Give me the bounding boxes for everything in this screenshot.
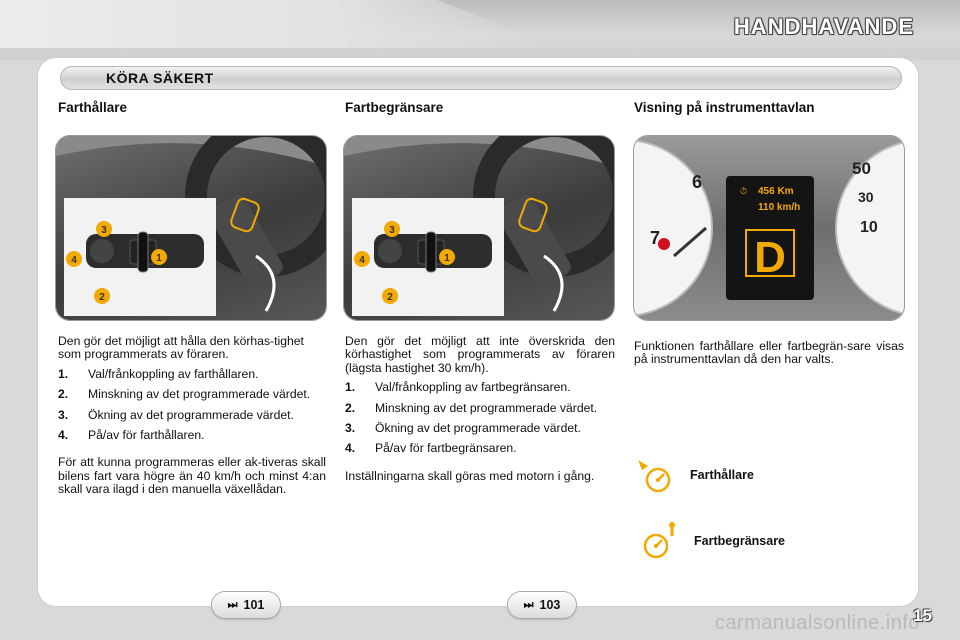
stalk-label-1: 1 xyxy=(444,253,450,264)
legend-limiter xyxy=(638,522,785,560)
limiter-stalk-photo xyxy=(344,136,614,320)
page-ref-103[interactable]: ⏭ 103 xyxy=(508,592,576,618)
stalk-label-4: 4 xyxy=(71,255,77,266)
display-distance: 456 Km xyxy=(758,186,794,197)
stalk-label-2: 2 xyxy=(99,292,105,303)
column-title-cruise: Farthållare xyxy=(58,100,128,115)
cruise-indicator-icon: ⏱ xyxy=(740,186,748,196)
tachometer-label-7: 7 xyxy=(650,228,661,248)
cruise-control-icon xyxy=(634,456,676,494)
watermark: carmanualsonline.info xyxy=(714,612,920,634)
list-item: 1. Val/frånkoppling av fartbegränsaren. xyxy=(345,380,571,395)
speedometer-label-50: 50 xyxy=(852,159,871,178)
page-number: 15 xyxy=(913,606,932,625)
cruise-steps-list xyxy=(58,368,326,443)
section-title: KÖRA SÄKERT xyxy=(106,70,214,86)
speedometer-label-30: 30 xyxy=(858,189,874,205)
stalk-label-1: 1 xyxy=(156,253,162,264)
cruise-stalk-photo xyxy=(56,136,326,320)
list-item: 2. Minskning av det programmerade värdet. xyxy=(345,400,598,415)
legend-cruise xyxy=(634,456,754,494)
cruise-note: För att kunna programmeras eller ak-tiveras skall bilens fart vara högre än 40 km/h och minst 4:an skall vara ilagd i den manuella växellådan. xyxy=(58,455,326,497)
speed-limiter-icon xyxy=(638,522,680,560)
stalk-label-2: 2 xyxy=(387,292,393,303)
stalk-label-3: 3 xyxy=(389,225,395,236)
list-item: 3. Ökning av det programmerade värdet. xyxy=(345,421,581,436)
skip-forward-icon: ⏭ xyxy=(227,598,238,611)
cruise-intro: Den gör det möjligt att hålla den körhas-tighet som programmerats av föraren. xyxy=(58,334,304,362)
legend-cruise-label: Farthållare xyxy=(690,468,754,482)
display-description: Funktionen farthållare eller fartbegrän-sare visas på instrumenttavlan då den har valts. xyxy=(634,339,904,367)
list-item: 3. Ökning av det programmerade värdet. xyxy=(58,407,294,422)
speedometer-label-10: 10 xyxy=(860,219,878,236)
chapter-title: HANDHAVANDE xyxy=(733,14,914,39)
cruise-description xyxy=(58,335,326,503)
list-item: 4. På/av för fartbegränsaren. xyxy=(345,441,517,456)
limiter-intro: Den gör det möjligt att inte överskrida den körhastighet som programmerats av föraren (lägsta hastighet 30 km/h). xyxy=(345,334,615,375)
limiter-note: Inställningarna skall göras med motorn i gång. xyxy=(345,468,595,483)
limiter-description xyxy=(345,335,615,489)
tachometer-label-6: 6 xyxy=(692,172,703,192)
list-item: 1. Val/frånkoppling av farthållaren. xyxy=(58,366,259,381)
gear-indicator: D xyxy=(754,233,786,282)
list-item: 4. På/av för farthållaren. xyxy=(58,428,205,443)
stalk-label-4: 4 xyxy=(359,255,365,266)
list-item: 2. Minskning av det programmerade värdet. xyxy=(58,387,311,402)
limiter-steps-list xyxy=(345,381,615,456)
column-title-limiter: Fartbegränsare xyxy=(345,100,444,115)
legend-limiter-label: Fartbegränsare xyxy=(694,534,786,548)
instrument-panel-photo xyxy=(634,136,904,320)
stalk-label-3: 3 xyxy=(101,225,107,236)
display-speed: 110 km/h xyxy=(758,202,801,213)
column-title-display: Visning på instrumenttavlan xyxy=(634,100,815,115)
page-ref-101[interactable]: ⏭ 101 xyxy=(212,592,280,618)
skip-forward-icon: ⏭ xyxy=(523,598,534,611)
